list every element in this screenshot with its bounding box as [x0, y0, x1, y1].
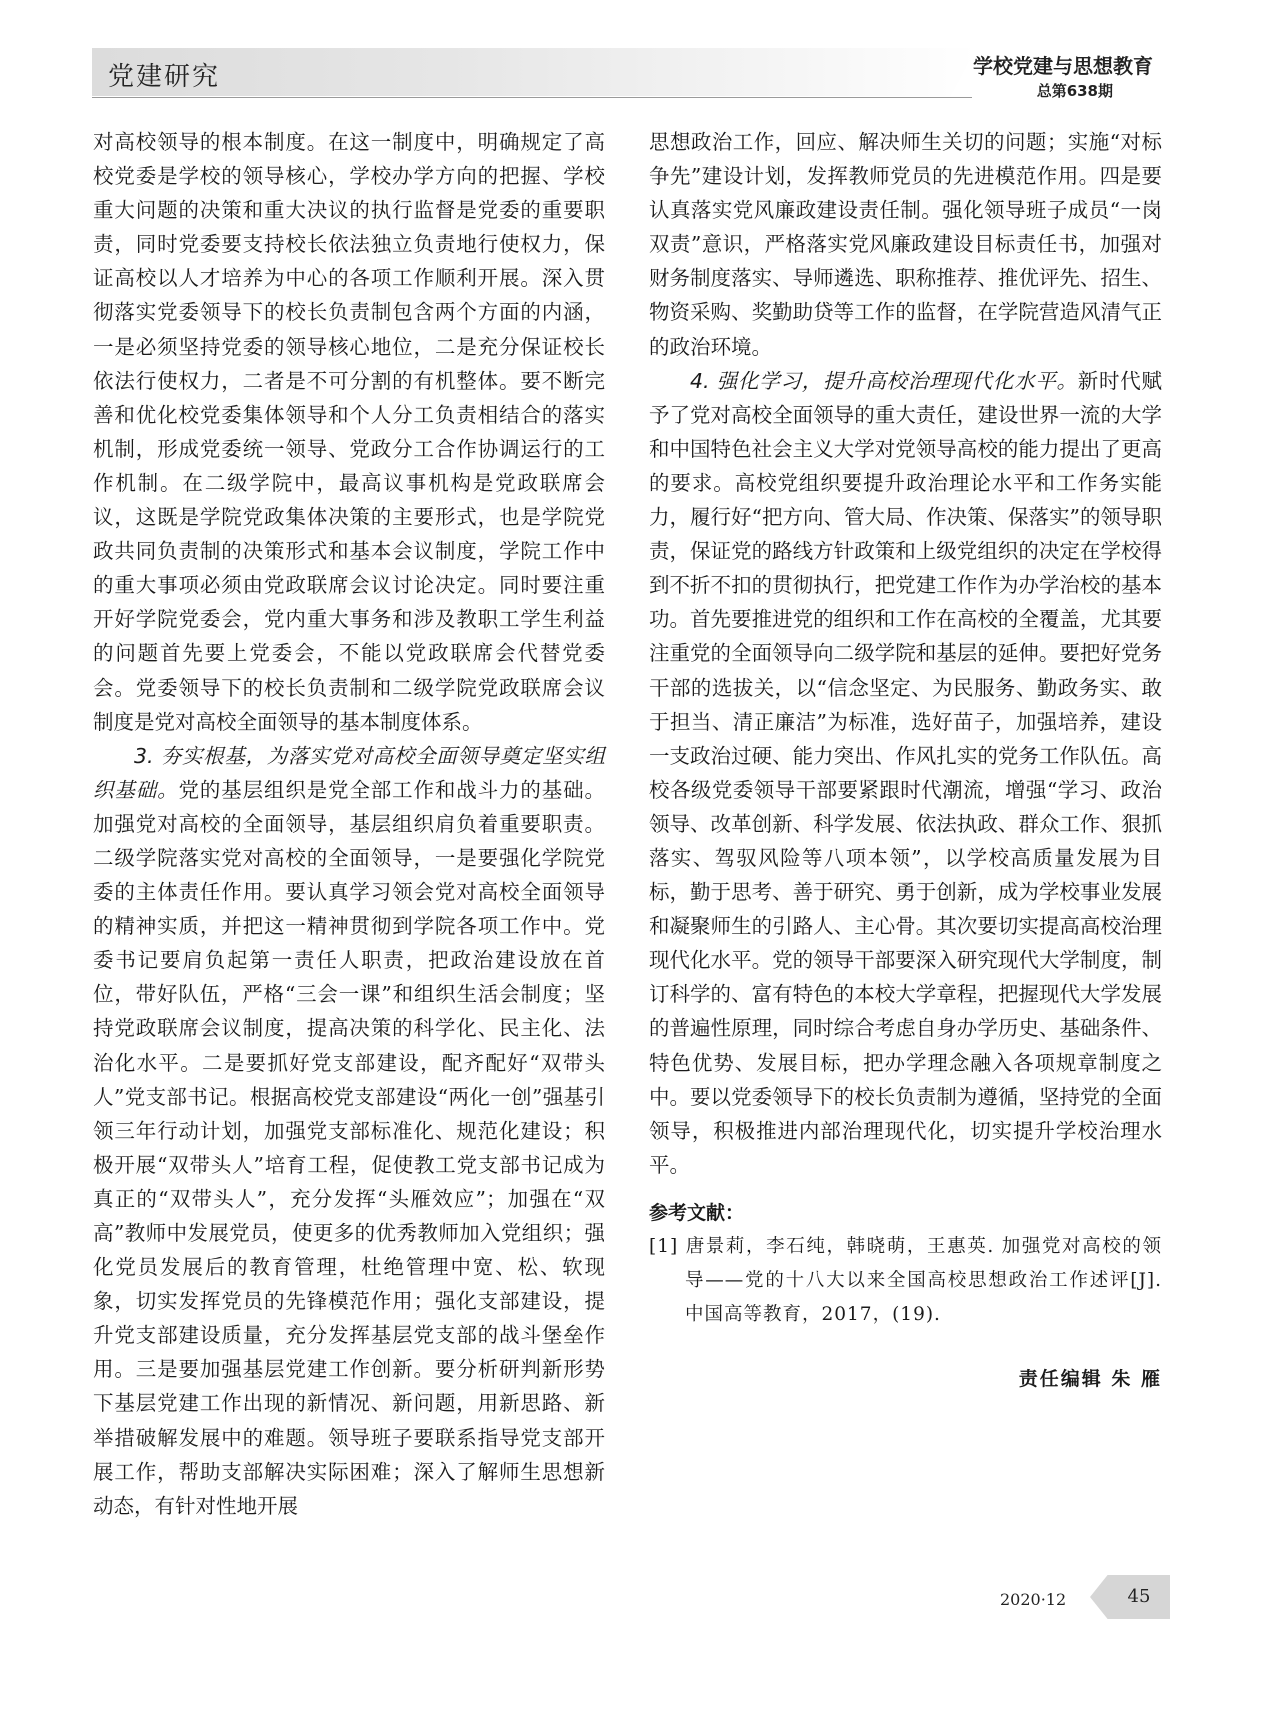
left-column — [93, 125, 605, 1523]
section-label: 党建研究 — [108, 62, 221, 92]
page-number: 45 — [1127, 1586, 1151, 1607]
body-paragraph: 对高校领导的根本制度。在这一制度中，明确规定了高校党委是学校的领导核心，学校办学方向的把握、学校重大问题的决策和重大决议的执行监督是党委的重要职责，同时党委要支持校长依法独立负责地行使权力，保证高校以人才培养为中心的各项工作顺利开展。深入贯彻落实党委领导下的校长负责制包含两个方面的内涵，一是必须坚持党委的领导核心地位，二是充分保证校长依法行使权力，二者是不可分割的有机整体。要不断完善和优化校党委集体领导和个人分工负责相结合的落实机制，形成党委统一领导、党政分工合作协调运行的工作机制。在二级学院中，最高议事机构是党政联席会议，这既是学院党政集体决策的主要形式，也是学院党政共同负责制的决策形式和基本会议制度，学院工作中的重大事项必须由党政联席会议讨论决定。同时要注重开好学院党委会，党内重大事务和涉及教职工学生利益的问题首先要上党委会，不能以党政联席会代替党委会。党委领导下的校长负责制和二级学院党政联席会议制度是党对高校全面领导的基本制度体系。 — [93, 130, 605, 734]
header-divider — [92, 97, 972, 98]
issue-date: 2020·12 — [1000, 1590, 1067, 1609]
body-paragraph: 思想政治工作，回应、解决师生关切的问题；实施“对标争先”建设计划，发挥教师党员的先进模范作用。四是要认真落实党风廉政建设责任制。强化领导班子成员“一岗双责”意识，严格落实党风廉政建设目标责任书，加强对财务制度落实、导师遴选、职称推荐、推优评先、招生、物资采购、奖勤助贷等工作的监督，在学院营造风清气正的政治环境。 — [649, 130, 1162, 359]
journal-title: 学校党建与思想教育 — [973, 54, 1153, 78]
references-heading: 参考文献： — [649, 1201, 745, 1224]
header-band — [92, 48, 977, 96]
reference-entry: [1] 唐景莉，李石纯，韩晓萌，王惠英. 加强党对高校的领导——党的十八大以来全国高校思想政治工作述评[J]. 中国高等教育，2017，(19). — [649, 1235, 1162, 1325]
responsible-editor: 责任编辑 朱 雁 — [1018, 1367, 1162, 1390]
right-column — [649, 125, 1162, 1396]
section-4-heading: 4. 强化学习，提升高校治理现代化水平。 — [690, 368, 1078, 393]
section-3-paragraph — [93, 739, 605, 1523]
section-4-body: 新时代赋予了党对高校全面领导的重大责任，建设世界一流的大学和中国特色社会主义大学对党领导高校的能力提出了更高的要求。高校党组织要提升政治理论水平和工作务实能力，履行好“把方向、管大局、作决策、保落实”的领导职责，保证党的路线方针政策和上级党组织的决定在学校得到不折不扣的贯彻执行，把党建工作作为办学治校的基本功。首先要推进党的组织和工作在高校的全覆盖，尤其要注重党的全面领导向二级学院和基层的延伸。要把好党务干部的选拔关，以“信念坚定、为民服务、勤政务实、敢于担当、清正廉洁”为标准，选好苗子，加强培养，建设一支政治过硬、能力突出、作风扎实的党务工作队伍。高校各级党委领导干部要紧跟时代潮流，增强“学习、政治领导、改革创新、科学发展、依法执政、群众工作、狠抓落实、驾驭风险等八项本领”，以学校高质量发展为目标，勤于思考、善于研究、勇于创新，成为学校事业发展和凝聚师生的引路人、主心骨。其次要切实提高高校治理现代化水平。党的领导干部要深入研究现代大学制度，制订科学的、富有特色的本校大学章程，把握现代大学发展的普遍性原理，同时综合考虑自身办学历史、基础条件、特色优势、发展目标，把办学理念融入各项规章制度之中。要以党委领导下的校长负责制为遵循，坚持党的全面领导，积极推进内部治理现代化，切实提升学校治理水平。 — [649, 368, 1162, 1177]
section-4-paragraph — [649, 364, 1162, 1182]
section-3-body: 党的基层组织是党全部工作和战斗力的基础。加强党对高校的全面领导，基层组织肩负着重要职责。二级学院落实党对高校的全面领导，一是要强化学院党委的主体责任作用。要认真学习领会党对高校全面领导的精神实质，并把这一精神贯彻到学院各项工作中。党委书记要肩负起第一责任人职责，把政治建设放在首位，带好队伍，严格“三会一课”和组织生活会制度；坚持党政联席会议制度，提高决策的科学化、民主化、法治化水平。二是要抓好党支部建设，配齐配好“双带头人”党支部书记。根据高校党支部建设“两化一创”强基引领三年行动计划，加强党支部标准化、规范化建设；积极开展“双带头人”培育工程，促使教工党支部书记成为真正的“双带头人”，充分发挥“头雁效应”；加强在“双高”教师中发展党员，使更多的优秀教师加入党组织；强化党员发展后的教育管理，杜绝管理中宽、松、软现象，切实发挥党员的先锋模范作用；强化支部建设，提升党支部建设质量，充分发挥基层党支部的战斗堡垒作用。三是要加强基层党建工作创新。要分析研判新形势下基层党建工作出现的新情况、新问题，用新思路、新举措破解发展中的难题。领导班子要联系指导党支部开展工作，帮助支部解决实际困难；深入了解师生思想新动态，有针对性地开展 — [93, 777, 606, 1518]
issue-number: 总第638期 — [1036, 82, 1113, 100]
section-3-heading: 3. 夯实根基，为落实党对高校全面领导奠定坚实组织基础。 — [93, 743, 605, 802]
